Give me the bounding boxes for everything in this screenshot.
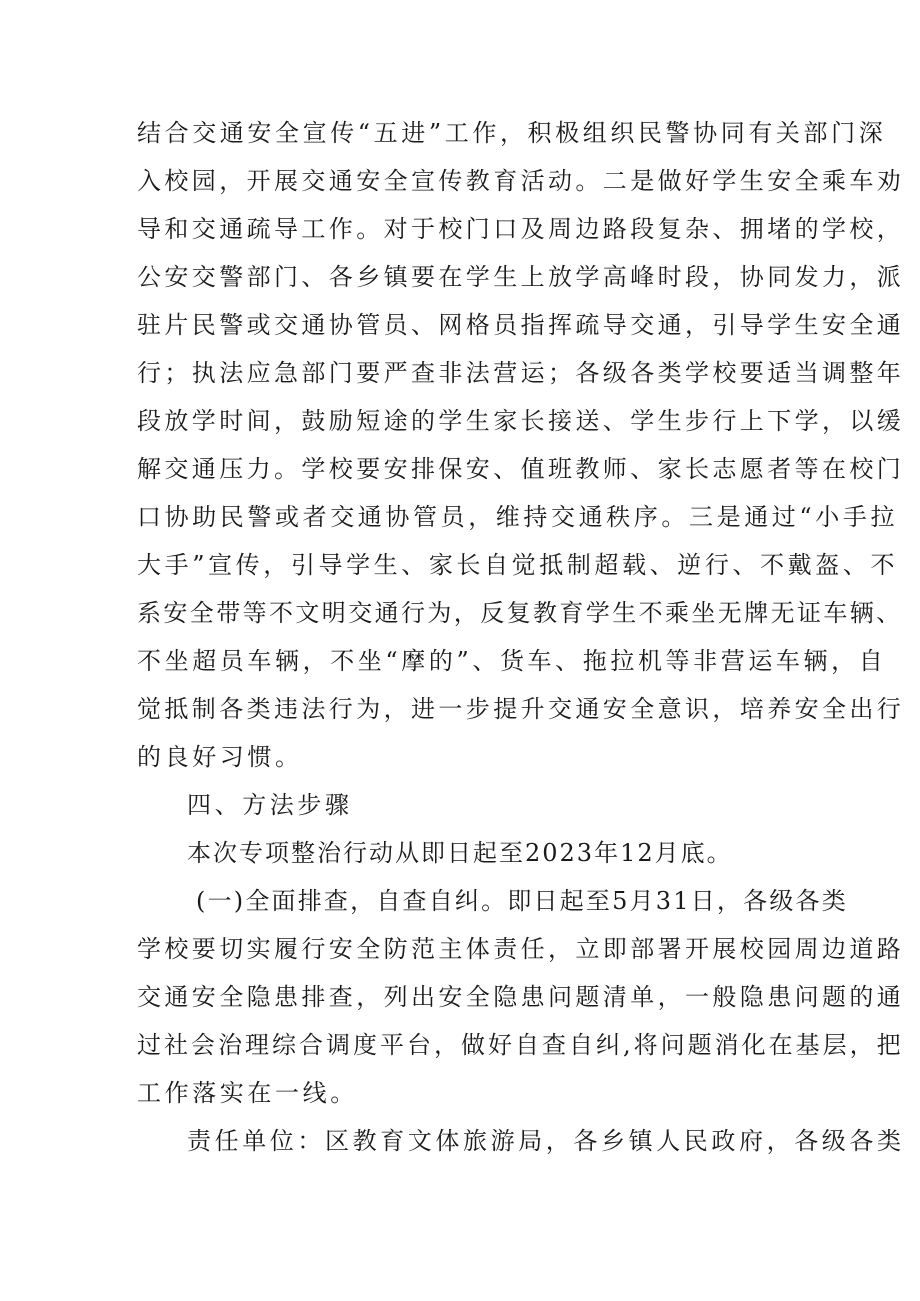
body-text-line: 交通安全隐患排查，列出安全隐患问题清单，一般隐患问题的通 — [137, 983, 905, 1011]
body-text-line: 公安交警部门、各乡镇要在学生上放学高峰时段，协同发力，派 — [137, 263, 905, 291]
body-text-line: 系安全带等不文明交通行为，反复教育学生不乘坐无牌无证车辆、 — [137, 599, 903, 627]
body-text-line: 导和交通疏导工作。对于校门口及周边路段复杂、拥堵的学校， — [137, 215, 905, 243]
body-text-line: 的良好习惯。 — [137, 743, 303, 771]
body-text-line: 学校要切实履行安全防范主体责任，立即部署开展校园周边道路 — [137, 935, 905, 963]
body-text-line: 结合交通安全宣传“五进”工作，积极组织民警协同有关部门深 — [137, 119, 887, 147]
body-text-line: 工作落实在一线。 — [137, 1079, 358, 1107]
body-text-line: 入校园，开展交通安全宣传教育活动。二是做好学生安全乘车劝 — [137, 167, 905, 195]
section-heading: 四、方法步骤 — [187, 791, 353, 819]
body-text-line: 觉抵制各类违法行为，进一步提升交通安全意识，培养安全出行 — [137, 695, 905, 723]
body-text-line: 口协助民警或者交通协管员，维持交通秩序。三是通过“小手拉 — [137, 503, 899, 531]
body-text-line: 行；执法应急部门要严查非法营运；各级各类学校要适当调整年 — [137, 359, 905, 387]
body-text-line: 不坐超员车辆，不坐“摩的”、货车、拖拉机等非营运车辆，自 — [137, 647, 887, 675]
body-text-line: 驻片民警或交通协管员、网格员指挥疏导交通，引导学生安全通 — [137, 311, 905, 339]
responsible-unit-line: 责任单位：区教育文体旅游局，各乡镇人民政府，各级各类 — [187, 1127, 905, 1155]
subsection-heading-line: (一)全面排查，自查自纠。即日起至5月31日，各级各类 — [196, 887, 848, 915]
body-text-line: 段放学时间，鼓励短途的学生家长接送、学生步行上下学，以缓 — [137, 407, 905, 435]
body-text-line: 大手”宣传，引导学生、家长自觉抵制超载、逆行、不戴盔、不 — [137, 551, 899, 579]
body-text-line: 过社会治理综合调度平台，做好自查自纠,将问题消化在基层，把 — [137, 1031, 904, 1059]
body-text-line: 解交通压力。学校要安排保安、值班教师、家长志愿者等在校门 — [137, 455, 905, 483]
body-text-line: 本次专项整治行动从即日起至2023年12月底。 — [187, 839, 733, 867]
